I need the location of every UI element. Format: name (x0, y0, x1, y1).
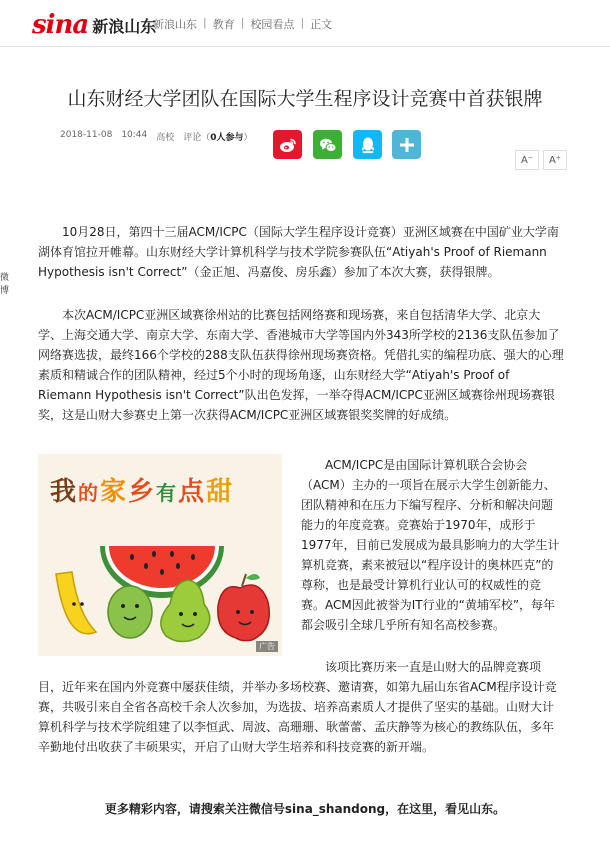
article-paragraph (38, 657, 564, 757)
share-more-button[interactable] (392, 130, 421, 159)
share-weibo-button[interactable] (273, 130, 302, 159)
comment-link[interactable]: 评论（0人参与） (183, 133, 253, 143)
ad-title-char: 家 (100, 477, 129, 507)
paragraph-first-line: 该项比赛历来一直是山财大的品牌竞赛项 (325, 660, 542, 674)
publish-time: 10:44 (121, 130, 148, 140)
plus-icon (397, 135, 417, 155)
article-source[interactable]: 高校 (156, 133, 175, 143)
header-divider (0, 46, 610, 47)
paragraph-continuation: 目，近年来在国内外竞赛中屡获佳绩，并举办多场校赛、邀请赛，如第九届山东省ACM程序设计竞赛，共吸引来自全省各高校千余人次参加，为选拔、培养高素质人才提供了坚实的基础。山财大计算机科学与技术学院组建了以李恒武、周波、高珊珊、耿蕾蕾、孟庆静等为核心的教练队伍，多年辛勤地付出收获了丰硕果实，开启了山财大学生培养和科技竞赛的新开端。 (38, 680, 557, 754)
comment-count[interactable]: 0人参与 (210, 133, 244, 143)
article-paragraph: 10月28日，第四十三届ACM/ICPC（国际大学生程序设计竞赛）亚洲区域赛在中国矿业大学南湖体育馆拉开帷幕。山东财经大学计算机科学与技术学院参赛队伍“Atiyah's Proof of Riemann Hypothesis isn't Correct”（金正旭、冯嘉俊、房乐鑫）参加了本次大赛，获得银牌。 (38, 225, 559, 279)
share-wechat-button[interactable] (313, 130, 342, 159)
font-decrease-button[interactable]: A⁻ (515, 150, 539, 170)
qq-icon (358, 135, 378, 155)
ad-title-char: 有 (156, 481, 179, 505)
site-logo[interactable] (32, 8, 156, 42)
site-name: 新浪山东 (92, 16, 157, 36)
breadcrumb-campus[interactable]: 校园看点 (250, 18, 295, 31)
breadcrumb (153, 16, 332, 32)
breadcrumb-education[interactable]: 教育 (212, 18, 235, 31)
font-increase-button[interactable]: A⁺ (543, 150, 567, 170)
sina-logo-mark: sina (32, 10, 89, 40)
ad-title-char: 我 (50, 477, 79, 507)
wechat-promo-text: 更多精彩内容，请搜索关注微信号sina_shandong，在这里，看见山东。 (104, 802, 506, 816)
side-weibo-tab[interactable]: 微博 (0, 273, 10, 296)
fruit-illustration (38, 454, 282, 656)
ad-title-char: 乡 (128, 477, 157, 507)
breadcrumb-home[interactable]: 新浪山东 (153, 18, 197, 31)
ad-title-char: 的 (78, 481, 101, 505)
weibo-icon (278, 135, 298, 155)
ad-title-char: 甜 (206, 477, 235, 507)
article-title: 山东财经大学团队在国际大学生程序设计竞赛中首获银牌 (67, 88, 543, 110)
article-meta (60, 130, 253, 143)
ad-title-char: 点 (178, 477, 207, 507)
publish-date: 2018-11-08 (60, 130, 113, 140)
breadcrumb-separator: | (300, 16, 305, 29)
ad-label: 广告 (256, 641, 278, 652)
share-qq-button[interactable] (353, 130, 382, 159)
breadcrumb-separator: | (203, 16, 207, 29)
ad-image[interactable] (38, 454, 282, 656)
article-paragraph: 本次ACM/ICPC亚洲区域赛徐州站的比赛包括网络赛和现场赛，来自包括清华大学、北京大学、上海交通大学、南京大学、东南大学、香港城市大学等国内外343所学校的2136支队伍参加了网络赛选拔，最终166个学校的288支队伍获得徐州现场赛资格。凭借扎实的编程功底、强大的心理素质和精诚合作的团队精神，经过5个小时的现场角逐，山东财经大学“Atiyah's Proof of Riemann Hypothesis isn't Correct”队出色发挥，一举夺得ACM/ICPC亚洲区域赛徐州现场赛银奖，这是山财大参赛史上第一次获得ACM/ICPC亚洲区域赛银奖奖牌的好成绩。 (38, 308, 564, 422)
breadcrumb-current: 正文 (310, 18, 333, 31)
article-paragraph: ACM/ICPC是由国际计算机联合会协会（ACM）主办的一项旨在展示大学生创新能力、团队精神和在压力下编写程序、分析和解决问题能力的年度竞赛。竞赛始于1970年，成形于1977年，目前已发展成为最具影响力的大学生计算机竞赛，素来被冠以“程序设计的奥林匹克”的尊称，也是最受计算机行业认可的权威性的竞赛。ACM因此被誉为IT行业的“黄埔军校”，每年都会吸引全球几乎所有知名高校参赛。 (301, 458, 560, 632)
wechat-icon (318, 135, 338, 155)
breadcrumb-separator: | (240, 16, 245, 29)
